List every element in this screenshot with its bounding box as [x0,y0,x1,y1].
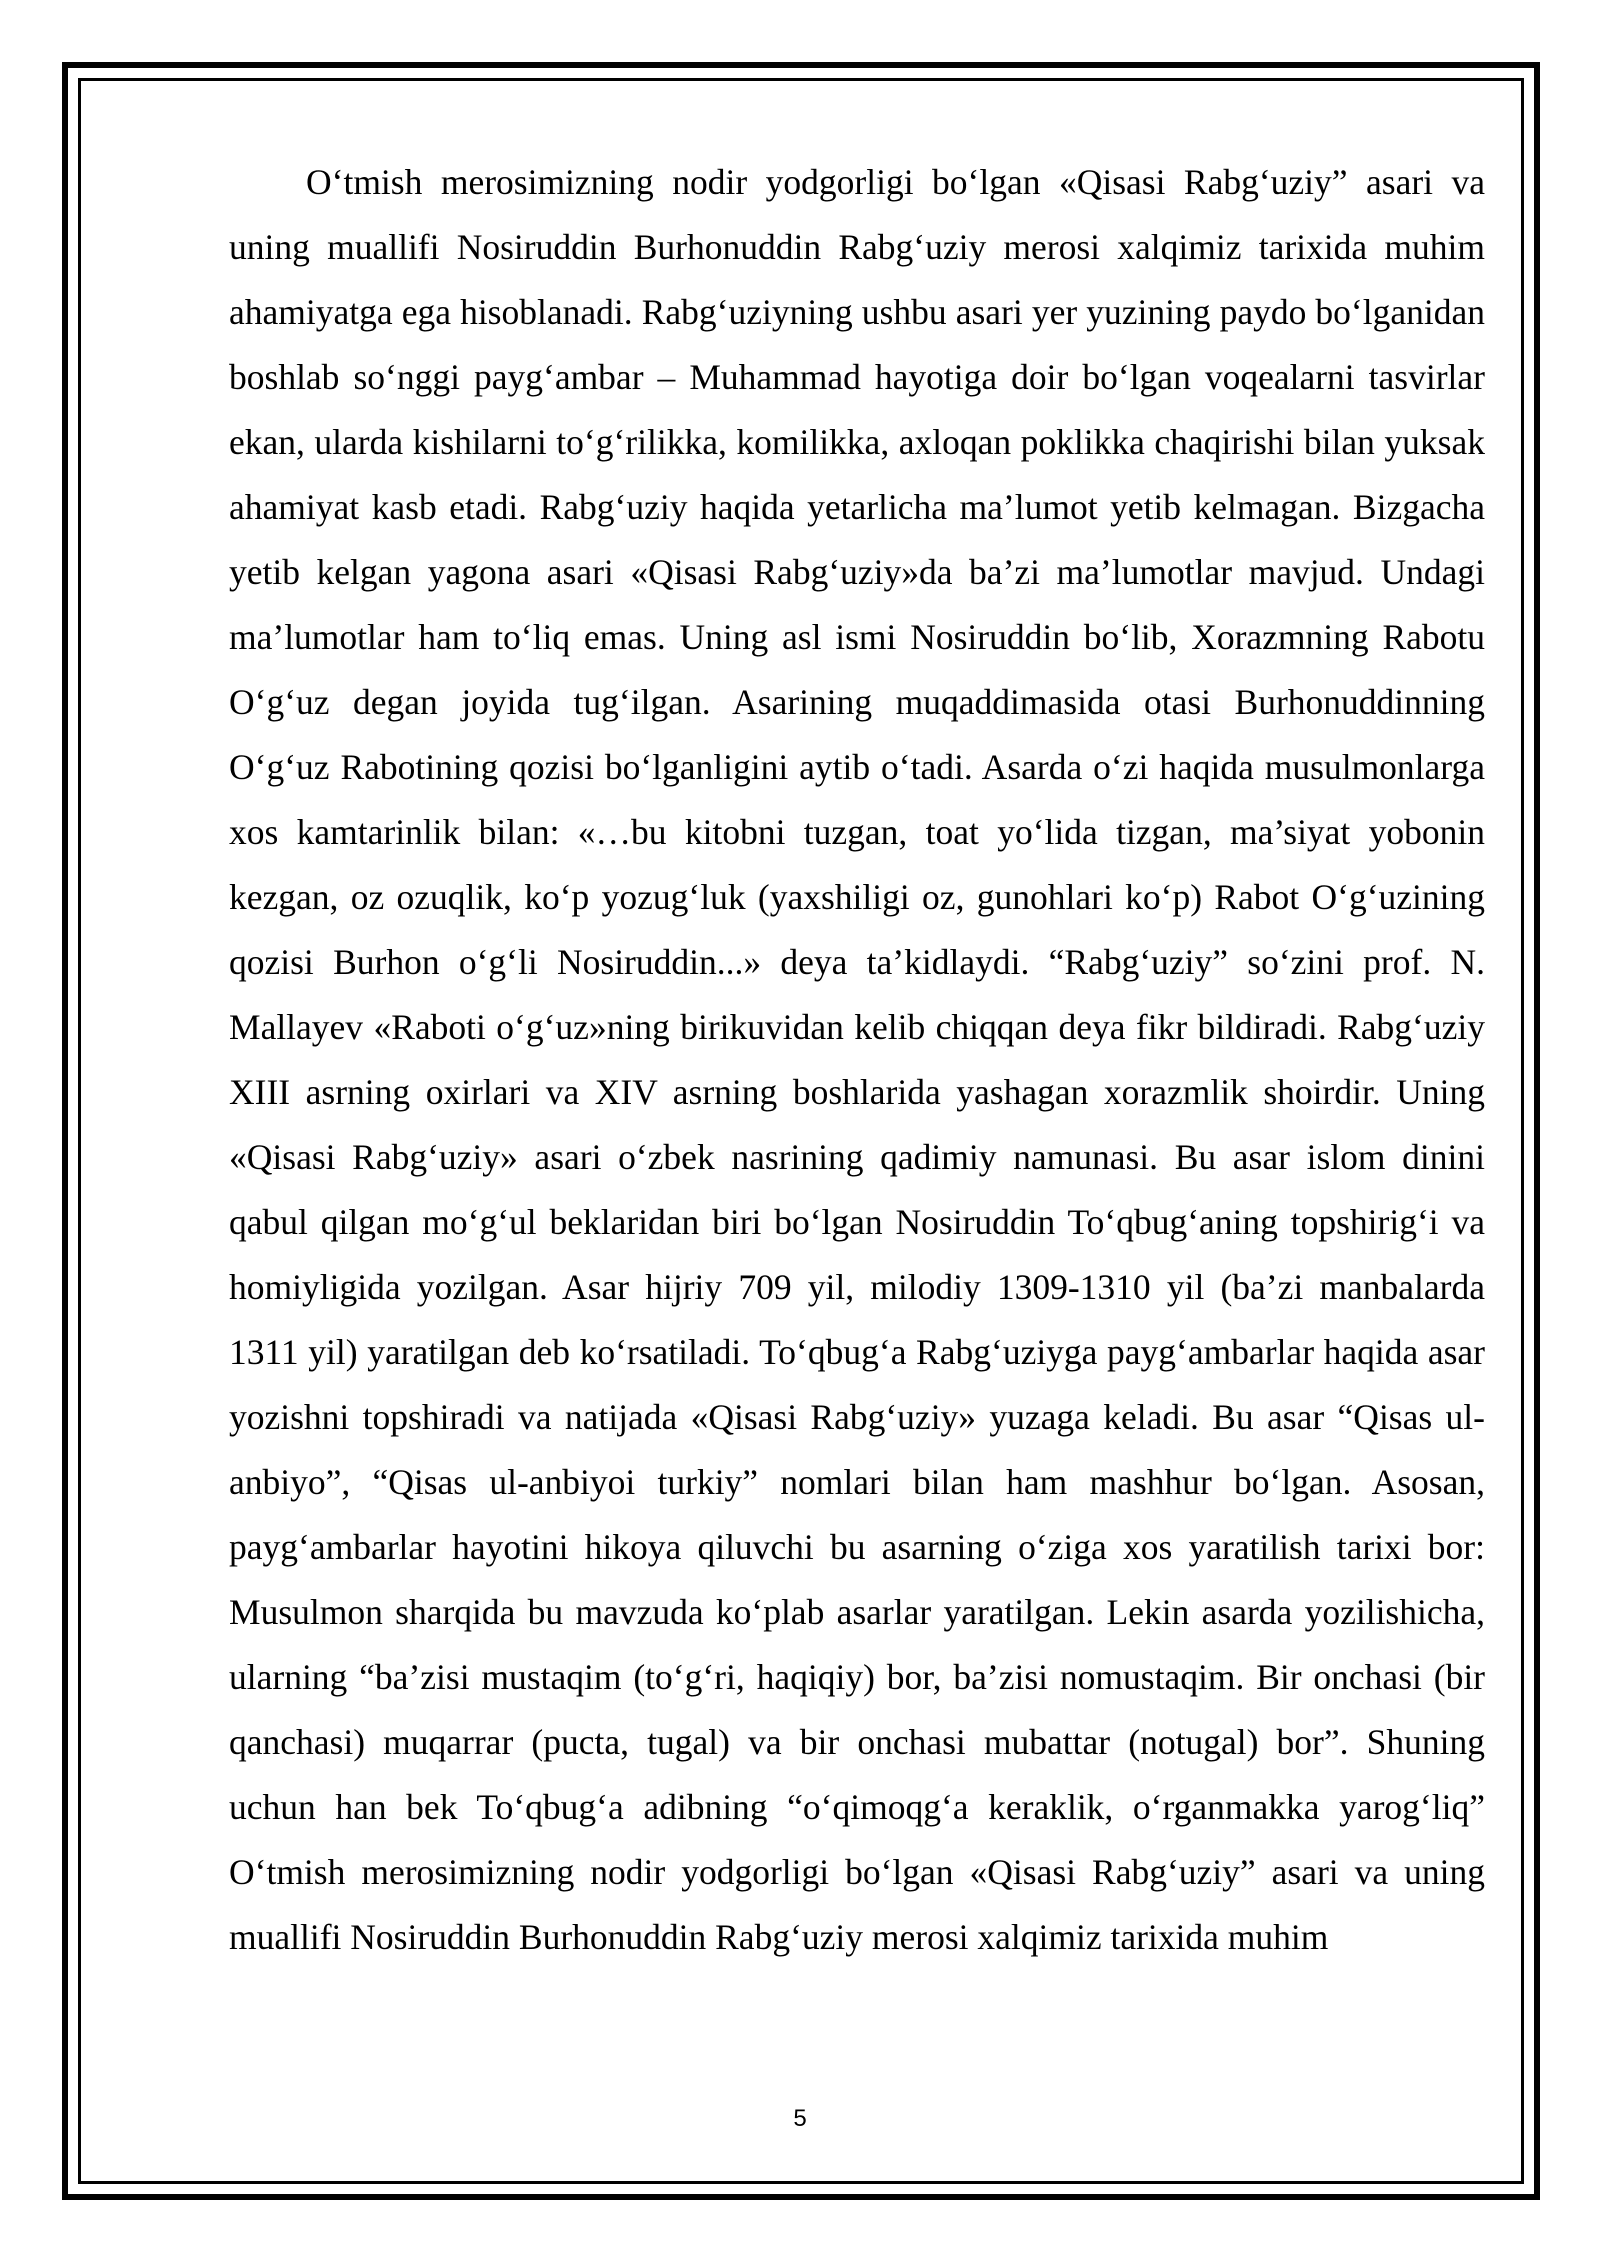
body-paragraph: O‘tmish merosimizning nodir yodgorligi bo‘lgan «Qisasi Rabg‘uziy” asari va uning muallifi Nosiruddin Burhonuddin Rabg‘uziy merosi xalqimiz tarixida muhim ahamiyatga ega hisoblanadi. Rabg‘uziyning ushbu asari yer yuzining paydo bo‘lganidan boshlab so‘nggi payg‘ambar – Muhammad hayotiga doir bo‘lgan voqealarni tasvirlar ekan, ularda kishilarni to‘g‘rilikka, komilikka, axloqan poklikka chaqirishi bilan yuksak ahamiyat kasb etadi. Rabg‘uziy haqida yetarlicha ma’lumot yetib kelmagan. Bizgacha yetib kelgan yagona asari «Qisasi Rabg‘uziy»da ba’zi ma’lumotlar mavjud. Undagi ma’lumotlar ham to‘liq emas. Uning asl ismi Nosiruddin bo‘lib, Xorazmning Rabotu O‘g‘uz degan joyida tug‘ilgan. Asarining muqaddimasida otasi Burhonuddinning O‘g‘uz Rabotining qozisi bo‘lganligini aytib o‘tadi. Asarda o‘zi haqida musulmonlarga xos kamtarinlik bilan: «…bu kitobni tuzgan, toat yo‘lida tizgan, ma’siyat yobonin kezgan, oz ozuqlik, ko‘p yozug‘luk (yaxshiligi oz, gunohlari ko‘p) Rabot O‘g‘uzining qozisi Burhon o‘g‘li Nosiruddin...» deya ta’kidlaydi. “Rabg‘uziy” so‘zini prof. N. Mallayev «Raboti o‘g‘uz»ning birikuvidan kelib chiqqan deya fikr bildiradi. Rabg‘uziy XIII asrning oxirlari va XIV asrning boshlarida yashagan xorazmlik shoirdir. Uning «Qisasi Rabg‘uziy» asari o‘zbek nasrining qadimiy namunasi. Bu asar islom dinini qabul qilgan mo‘g‘ul beklaridan biri bo‘lgan Nosiruddin To‘qbug‘aning topshirig‘i va homiyligida yozilgan. Asar hijriy 709 yil, milodiy 1309-1310 yil (ba’zi manbalarda 1311 yil) yaratilgan deb ko‘rsatiladi. To‘qbug‘a Rabg‘uziyga payg‘ambarlar haqida asar yozishni topshiradi va natijada «Qisasi Rabg‘uziy» yuzaga keladi. Bu asar “Qisas ul-anbiyo”, “Qisas ul-anbiyoi turkiy” nomlari bilan ham mashhur bo‘lgan. Asosan, payg‘ambarlar hayotini hikoya qiluvchi bu asarning o‘ziga xos yaratilish tarixi bor: Musulmon sharqida bu mavzuda ko‘plab asarlar yaratilgan. Lekin asarda yozilishicha, ularning “ba’zisi mustaqim (to‘g‘ri, haqiqiy) bor, ba’zisi nomustaqim. Bir onchasi (bir qanchasi) muqarrar (pucta, tugal) va bir onchasi mubattar (notugal) bor”. Shuning uchun han bek To‘qbug‘a adibning “o‘qimoqg‘a keraklik, o‘rganmakka yarog‘liq” O‘tmish merosimizning nodir yodgorligi bo‘lgan «Qisasi Rabg‘uziy” asari va uning muallifi Nosiruddin Burhonuddin Rabg‘uziy merosi xalqimiz tarixida muhim [229,162,1485,1957]
page-number: 5 [793,2105,807,2132]
